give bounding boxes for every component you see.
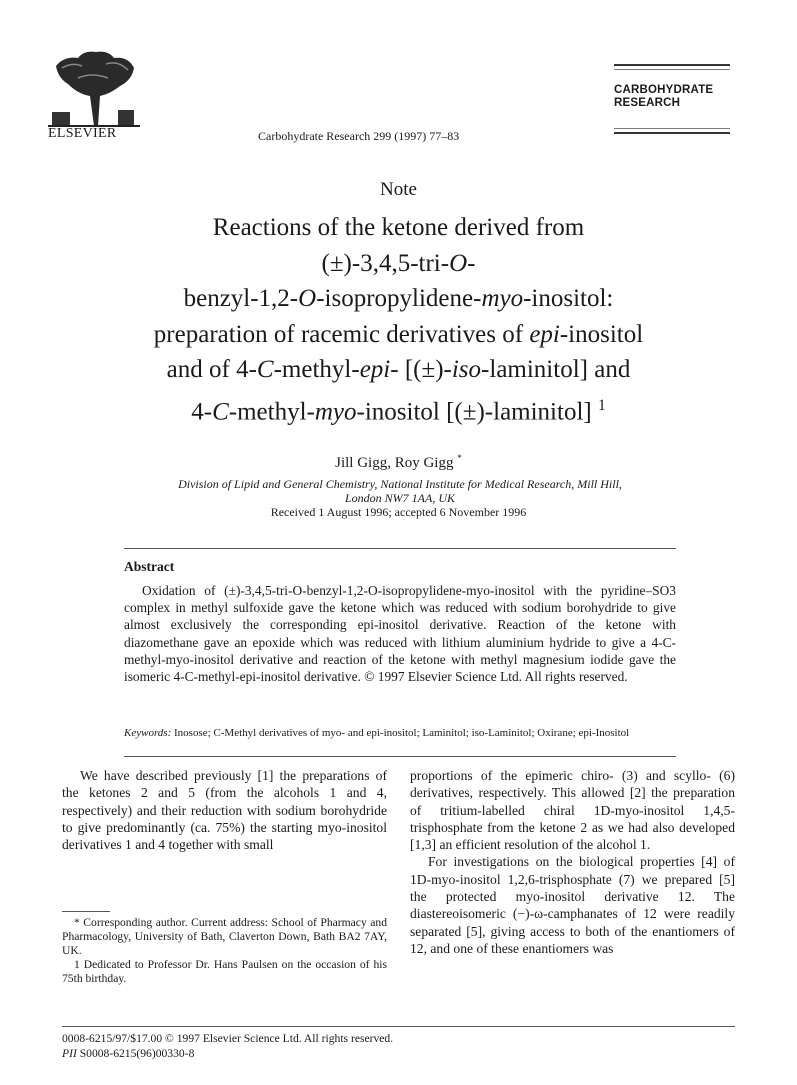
body-paragraph: proportions of the epimeric chiro- (3) and scyllo- (6) derivatives, respectively. This allowed [2] the preparation of tritium-labelled chiral 1D-myo-inositol 1,4,5-trisphosphate from the ketone 2 as we had also developed [1,3] an efficient resolution of the alcohol 1.	[410, 768, 735, 853]
author-affiliation: Division of Lipid and General Chemistry, National Institute for Medical Research, Mill Hill, London NW7 1AA, UK	[178, 477, 622, 505]
abstract-text: Oxidation of (±)-3,4,5-tri-O-benzyl-1,2-O-isopropylidene-myo-inositol with the pyridine–SO3 complex in methyl sulfoxide gave the ketone which was reduced with sodium borohydride to give almost exclusively the corresponding epi-inositol derivative. Reaction of the ketone with diazomethane gave an epoxide which was reduced with lithium aluminium hydride to give a 4-C-methyl-myo-inositol derivative and reaction of the ketone with methyl magnesium iodide gave the isomeric 4-C-methyl-epi-inositol derivative. © 1997 Elsevier Science Ltd. All rights reserved.	[124, 583, 676, 685]
footnotes	[62, 916, 387, 986]
copyright-footer: 0008-6215/97/$17.00 © 1997 Elsevier Science Ltd. All rights reserved. PII S0008-6215(96)00330-8	[62, 1032, 394, 1060]
abstract-top-rule	[124, 548, 676, 549]
journal-rule	[614, 128, 730, 129]
author-list: Jill Gigg, Roy Gigg *	[335, 454, 462, 471]
body-right-column	[410, 767, 735, 957]
journal-citation: Carbohydrate Research 299 (1997) 77–83	[258, 129, 460, 143]
footnote-dedication: 1 Dedicated to Professor Dr. Hans Paulsen on the occasion of his 75th birthday.	[62, 958, 387, 985]
journal-rule	[614, 64, 730, 66]
article-title: Reactions of the ketone derived from (±)-3,4,5-tri-O- benzyl-1,2-O-isopropylidene-myo-inositol: preparation of racemic derivatives of epi-inositol and of 4-C-methyl-epi- [(±)-iso-laminitol] and 4-C-methyl-myo-inositol [(±)-laminitol] $^1$	[153, 214, 644, 425]
journal-rule	[614, 69, 730, 70]
body-paragraph: We have described previously [1] the preparations of the ketones 2 and 5 (from the alcohols 1 and 4, respectively) and their reduction with sodium borohydride to give predominantly (ca. 75%) the starting myo-inositol derivatives 1 and 4 together with small	[62, 768, 387, 853]
footer-rule	[62, 1026, 735, 1027]
abstract-bottom-rule	[124, 756, 676, 757]
body-left-column	[62, 767, 387, 853]
section-label: Note	[380, 179, 417, 200]
journal-rule	[614, 132, 730, 134]
received-dates: Received 1 August 1996; accepted 6 November 1996	[270, 505, 527, 519]
keywords: Keywords: Inosose; C-Methyl derivatives of myo- and epi-inositol; Laminitol; iso-Laminitol; Oxirane; epi-Inositol	[124, 727, 630, 739]
footnote-rule	[62, 911, 110, 912]
title-footnote-mark: 1	[597, 396, 606, 414]
journal-name: CARBOHYDRATE RESEARCH	[614, 84, 714, 109]
body-paragraph: For investigations on the biological properties [4] of 1D-myo-inositol 1,2,6-trisphosphate (7) we prepared [5] the protected myo-inositol derivative 12. The diastereoisomeric (−)-ω-camphanates of 12 were readily separated [5], giving access to both of the enantiomers of 12, and one of these enantiomers was	[410, 854, 735, 956]
elsevier-tree-logo	[48, 48, 140, 128]
footnote-corresponding: * Corresponding author. Current address: School of Pharmacy and Pharmacology, University of Bath, Claverton Down, Bath BA2 7AY, UK.	[62, 916, 387, 957]
abstract-heading: Abstract	[124, 559, 175, 574]
publisher-name: ELSEVIER	[48, 126, 117, 141]
corresponding-author-mark: *	[457, 454, 462, 464]
